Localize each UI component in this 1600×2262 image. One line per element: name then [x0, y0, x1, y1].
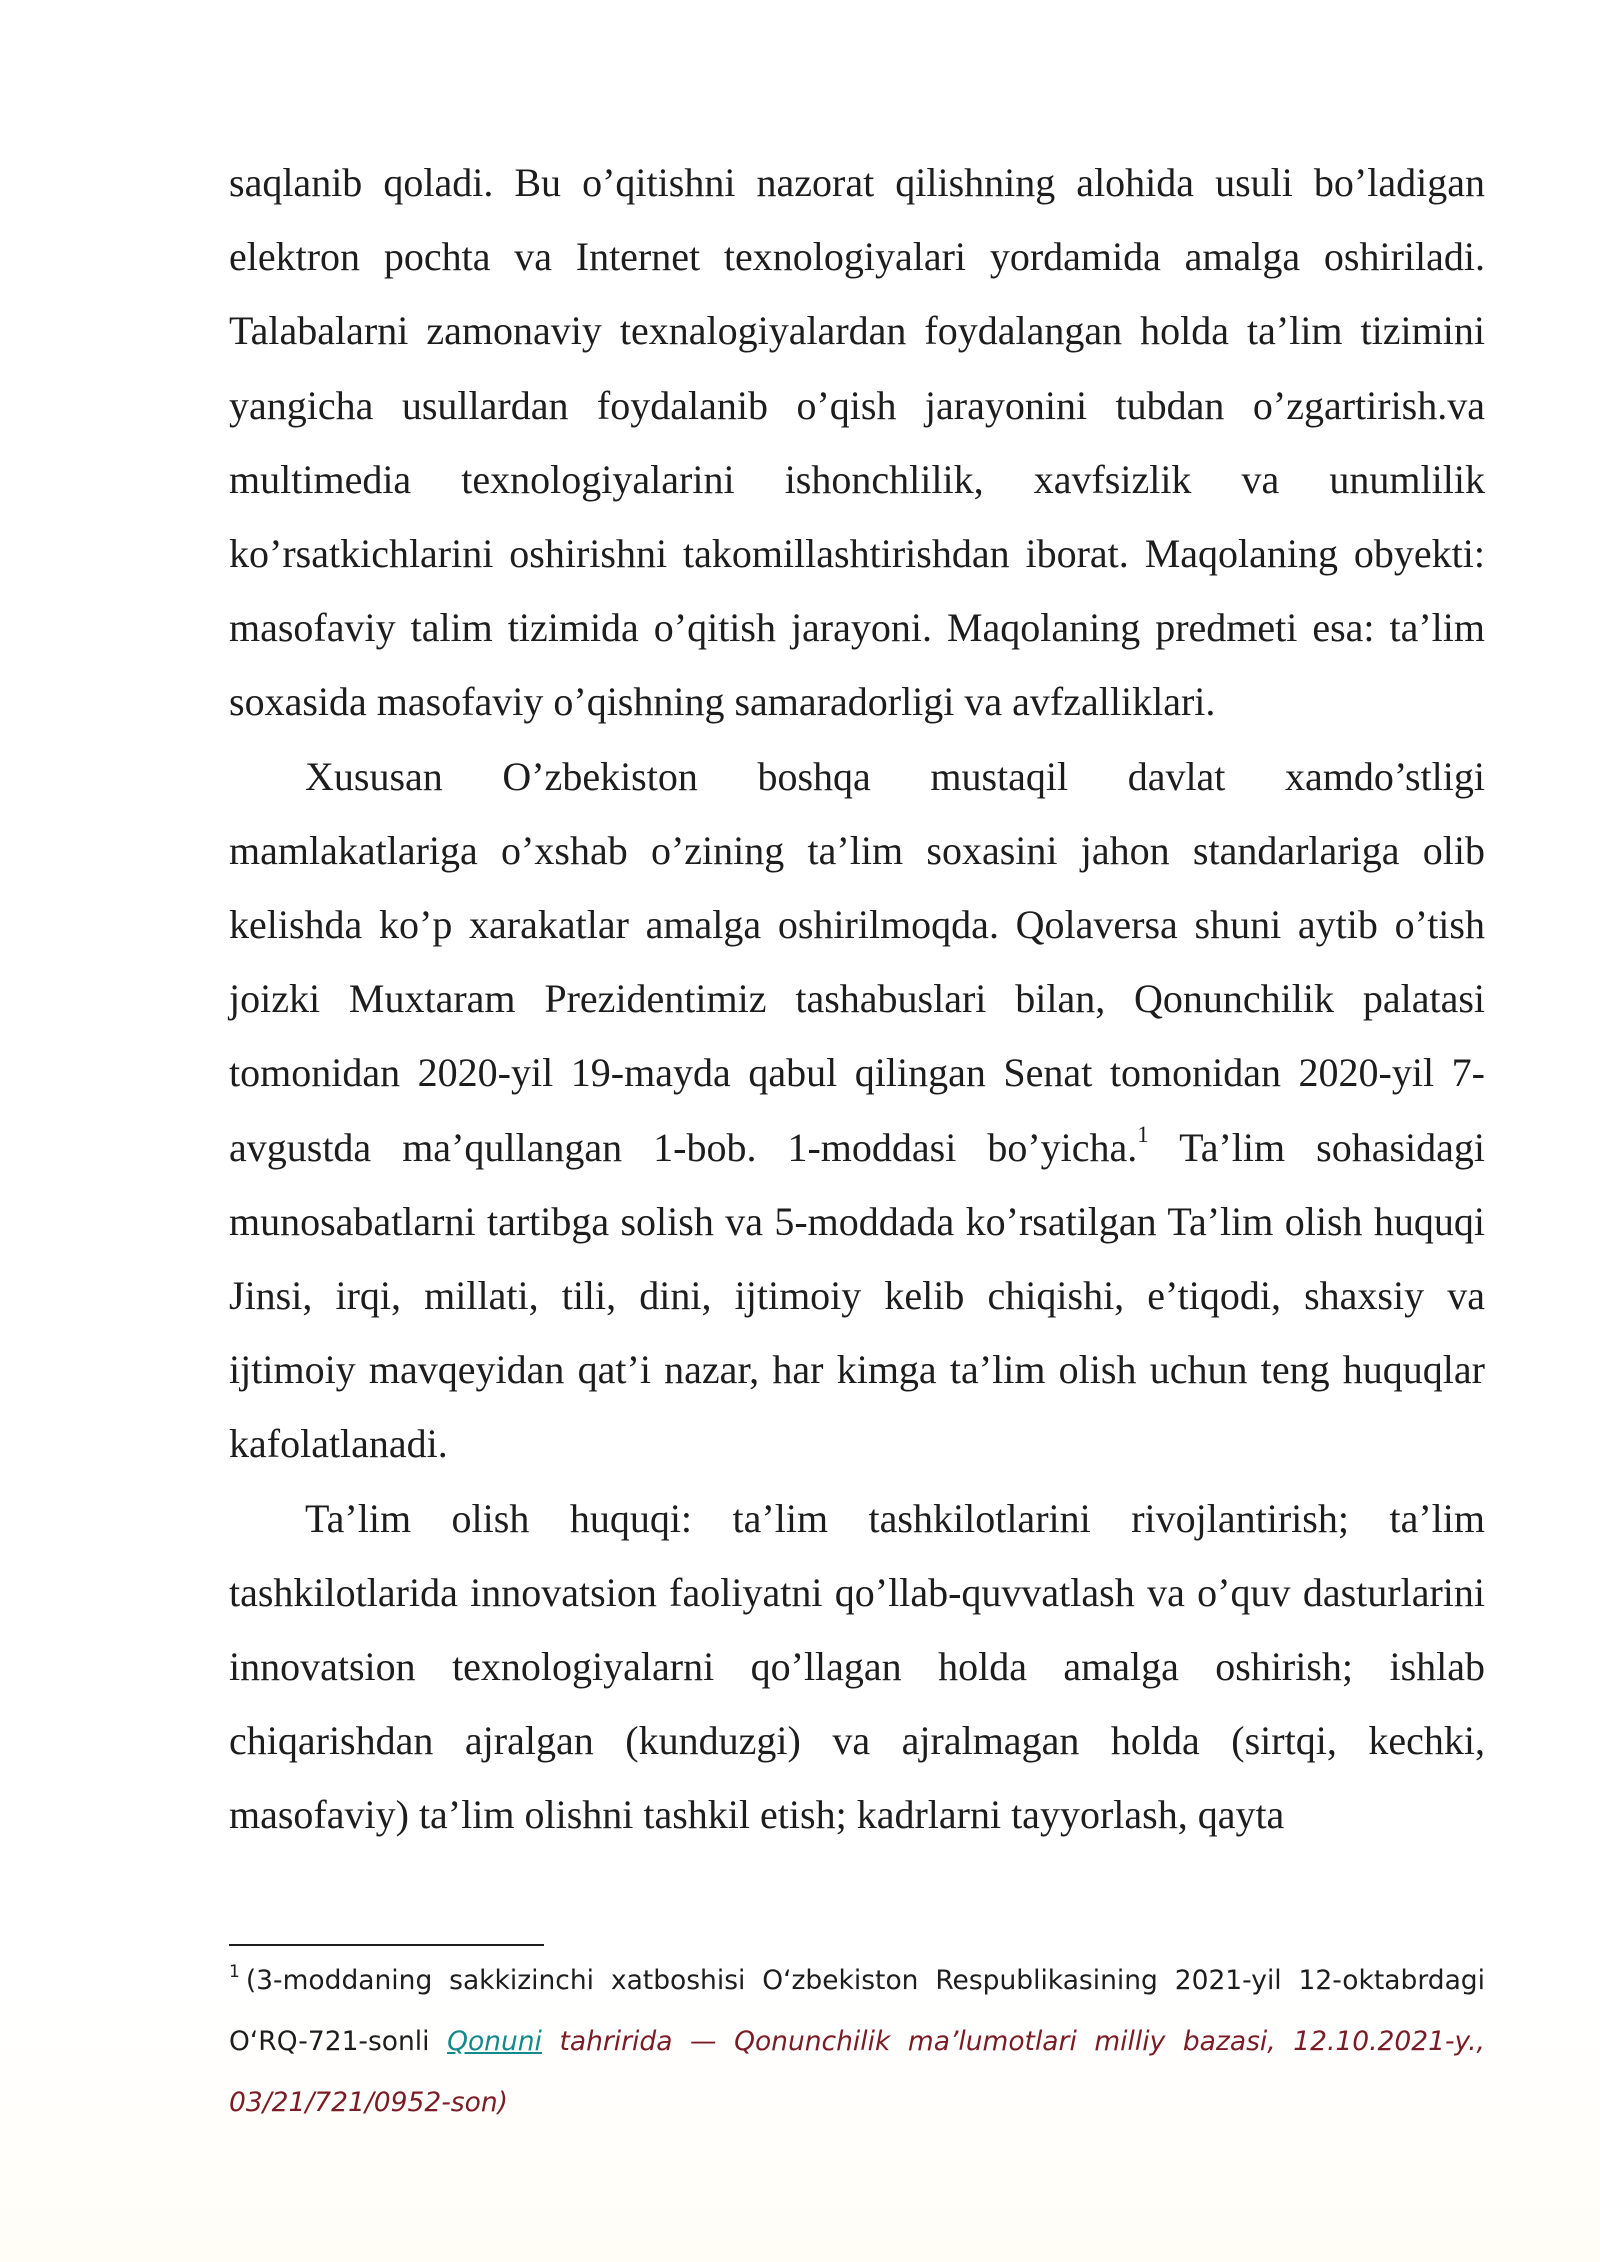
footnote-separator	[229, 1944, 544, 1946]
paragraph-2-text-before-ref: Xususan O’zbekiston boshqa mustaqil davlat xamdo’stligi mamlakatlariga o’xshab o’zining ta’lim soxasini jahon standarlariga olib kelishda ko’p xarakatlar amalga oshirilmoqda. Qolaversa shuni aytib o’tish joizki Muxtaram Prezidentimiz tashabuslari bilan, Qonunchilik palatasi tomonidan 2020-yil 19-mayda qabul qilingan Senat tomonidan 2020-yil 7-avgustda ma’qullangan 1-bob. 1-moddasi bo’yicha.	[229, 753, 1485, 1170]
document-page	[229, 146, 1485, 1853]
paragraph-2	[229, 740, 1485, 1482]
footnote-law-link[interactable]: Qonuni	[447, 2026, 542, 2057]
footnote-citation: tahririda — Qonunchilik ma’lumotlari milliy bazasi, 12.10.2021-y., 03/21/721/0952-son)	[229, 2026, 1485, 2118]
paragraph-1: saqlanib qoladi. Bu o’qitishni nazorat qilishning alohida usuli bo’ladigan elektron pochta va Internet texnologiyalari yordamida amalga oshiriladi. Talabalarni zamonaviy texnalogiyalardan foydalangan holda ta’lim tizimini yangicha usullardan foydalanib o’qish jarayonini tubdan o’zgartirish.va multimedia texnologiyalarini ishonchlilik, xavfsizlik va unumlilik ko’rsatkichlarini oshirishni takomillashtirishdan iborat. Maqolaning obyekti: masofaviy talim tizimida o’qitish jarayoni. Maqolaning predmeti esa: ta’lim soxasida masofaviy o’qishning samaradorligi va avfzalliklari.	[229, 160, 1485, 725]
footnote-number: 1	[229, 1962, 240, 1983]
paragraph-3: Ta’lim olish huquqi: ta’lim tashkilotlarini rivojlantirish; ta’lim tashkilotlarida innovatsion faoliyatni qo’llab-quvvatlash va o’quv dasturlarini innovatsion texnologiyalarni qo’llagan holda amalga oshirish; ishlab chiqarishdan ajralgan (kunduzgi) va ajralmagan holda (sirtqi, kechki, masofaviy) ta’lim olishni tashkil etish; kadrlarni tayyorlash, qayta	[229, 1495, 1485, 1838]
footnote-text: (3-moddaning sakkizinchi xatboshisi O‘zbekiston Respublikasining 2021-yil 12-oktabrdagi O‘RQ-721-sonli	[229, 1965, 1485, 2057]
paragraph-2-text-after-ref: Ta’lim sohasidagi munosabatlarni tartibga solish va 5-moddada ko’rsatilgan Ta’lim olish huquqi Jinsi, irqi, millati, tili, dini, ijtimoiy kelib chiqishi, e’tiqodi, shaxsiy va ijtimoiy mavqeyidan qat’i nazar, har kimga ta’lim olish uchun teng huquqlar kafolatlanadi.	[229, 1124, 1485, 1467]
footnote	[229, 1950, 1485, 2133]
footnote-reference[interactable]: 1	[1137, 1122, 1149, 1148]
